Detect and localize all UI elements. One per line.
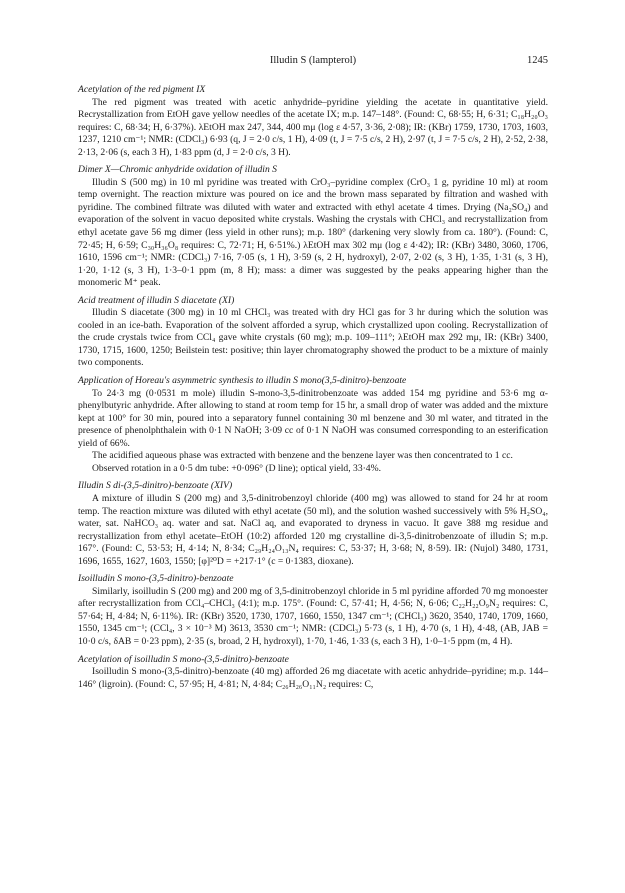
page-number: 1245 [527, 55, 548, 66]
paragraph: Illudin S diacetate (300 mg) in 10 ml CHCl₃ was treated with dry HCl gas for 3 hr during which the solution was cooled in an ice-bath. Evaporation of the solvent afforded a syrup, which crystallized upon cooling. Recrystallization of the crude crystals twice from CCl₄ gave white crystals (60 mg); m.p. 109–111°; λEtOH max 292 mμ, IR: (KBr) 3400, 1730, 1715, 1600, 1250; Beilstein test: positive; thin layer chromatography showed the product to be a mixture of mainly two components. [78, 307, 548, 369]
paragraph: A mixture of illudin S (200 mg) and 3,5-dinitrobenzoyl chloride (400 mg) was allowed to stand for 24 hr at room temp. The reaction mixture was diluted with ethyl acetate (50 ml), and the solution washed successively with 5% H₂SO₄, water, sat. NaHCO₃ aq. water and sat. NaCl aq, and evaporated to dryness in vacuo. It gave 388 mg residue and recrystallization from ethyl acetate–EtOH (10:2) afforded 120 mg crystalline di-3,5-dinitrobenzoate of illudin S; m.p. 167°. (Found: C, 53·53; H, 4·14; N, 8·34; C₂₉H₂₄O₁₃N₄ requires: C, 53·37; H, 3·68; N, 8·59). IR: (Nujol) 3480, 1731, 1696, 1655, 1627, 1603, 1550; [φ]²⁰D = +217·1° (c = 0·1383, dioxane). [78, 492, 548, 567]
section-heading: Acetylation of the red pigment IX [78, 84, 206, 95]
page-header [78, 55, 548, 69]
section-di-dinitrobenzoate [78, 480, 548, 568]
journal-page [78, 55, 548, 696]
paragraph: To 24·3 mg (0·0531 m mole) illudin S-mono-3,5-dinitrobenzoate was added 154 mg pyridine and 53·6 mg α-phenylbutyric anhydride. After allowing to stand at room temp for 15 hr, a small drop of water was added and the mixture kept at 100° for 30 min, poured into a separatory funnel containing 30 ml benzene and 30 ml water, and titrated in the presence of phenolphthalein with 0·1 N NaOH; 3·09 cc of 0·1 N NaOH was consumed corresponding to an esterification yield of 66%. [78, 387, 548, 449]
running-title: Illudin S (lampterol) [269, 55, 357, 66]
section-heading: Isoilludin S mono-(3,5-dinitro)-benzoate [78, 573, 234, 585]
section-heading: Application of Horeau's asymmetric synthesis to illudin S mono(3,5-dinitro)-benzoate [78, 375, 407, 387]
section-acetylation-isoilludin [78, 654, 548, 692]
section-heading: Acetylation of isoilludin S mono-(3,5-dinitro)-benzoate [78, 653, 289, 665]
section-heading: Acid treatment of illudin S diacetate (XI) [78, 294, 235, 306]
section-heading: Dimer X—Chromic anhydride oxidation of illudin S [78, 164, 277, 176]
paragraph: Similarly, isoilludin S (200 mg) and 200 mg of 3,5-dinitrobenzoyl chloride in 5 ml pyridine afforded 70 mg monoester after recrystallization from CCl₄–CHCl₃ (4:1); m.p. 175°. (Found: C, 57·41; H, 4·56; N, 6·06; C₂₂H₂₂O₉N₂ requires: C, 57·64; H, 4·84; N, 6·11%). IR: (KBr) 3520, 1730, 1707, 1660, 1550, 1347 cm⁻¹; (CHCl₃) 3620, 3540, 1740, 1709, 1660, 1550, 1345 cm⁻¹; (CCl₄, 3 × 10⁻³ M) 3613, 3530 cm⁻¹; NMR: (CDCl₃) 5·73 (s, 1 H), 4·70 (s, 1 H), 4·48, (AB, JAB = 10·0 c/s, δAB = 0·23 ppm), 2·35 (s, broad, 2 H, hydroxyl), 1·70, 1·46, 1·33 (s, each 3 H), 1·0–1·5 ppm (m, 4 H). [78, 585, 548, 647]
section-acetylation-red-pigment [78, 84, 548, 159]
section-dimer-oxidation [78, 164, 548, 289]
section-heading: Illudin S di-(3,5-dinitro)-benzoate (XIV) [78, 480, 233, 492]
paragraph: Illudin S (500 mg) in 10 ml pyridine was treated with CrO₃–pyridine complex (CrO₃ 1 g, pyridine 10 ml) at room temp overnight. The reaction mixture was poured on ice and the brown mass separated by filtration and washed with pyridine. The combined filtrate was diluted with water and extracted with ethyl acetate 4 times. Drying (Na₂SO₄) and evaporation of the solvent in vacuo deposited white crystals. Washing the crystals with CHCl₃ and recrystallization from ethyl acetate gave 56 mg dimer (less yield in other runs); m.p. 180° (darkening very slowly from ca. 180°). (Found: C, 72·45; H, 6·59; C₃₀H₃₆O₈ requires: C, 72·71; H, 6·51%.) λEtOH max 302 mμ (log ε 4·42); IR: (KBr) 3480, 3060, 1706, 1610, 1596 cm⁻¹; NMR: (CDCl₃) 7·16, 7·05 (s, 1 H), 3·59 (s, 2 H, hydroxyl), 2·07, 2·02 (s, 3 H), 1·35, 1·31 (s, 3 H), 1·20, 1·12 (s, 3 H), 1·3–0·1 ppm (m, 8 H); mass: a dimer was suggested by the peaks appearing higher than the monomeric M⁺ peak. [78, 176, 548, 289]
paragraph: Observed rotation in a 0·5 dm tube: +0·096° (D line); optical yield, 33·4%. [92, 462, 381, 474]
section-horeau-synthesis [78, 375, 548, 475]
paragraph: Isoilludin S mono-(3,5-dinitro)-benzoate (40 mg) afforded 26 mg diacetate with acetic anhydride–pyridine; m.p. 144–146° (ligroin). (Found: C, 57·95; H, 4·81; N, 4·84; C₂₆H₂₆O₁₁N₂ requires: C, [78, 666, 548, 690]
paragraph: The red pigment was treated with acetic anhydride–pyridine yielding the acetate in quantitative yield. Recrystallization from EtOH gave yellow needles of the acetate IX; m.p. 147–148°. (Found: C, 68·55; H, 6·31; C₁₈H₂₀O₃ requires: C, 68·34; H, 6·37%). λEtOH max 247, 344, 400 mμ (log ε 4·57, 3·36, 2·08); IR: (KBr) 1759, 1730, 1703, 1603, 1237, 1210 cm⁻¹; NMR: (CDCl₃) 6·93 (q, J = 2·0 c/s, 1 H), 4·09 (t, J = 7·5 c/s, 2 H), 2·97 (t, J = 7·5 c/s, 2 H), 2·52, 2·38, 2·13, 2·06 (s, each 3 H), 1·83 ppm (d, J = 2·0 c/s, 3 H). [78, 96, 548, 158]
section-isoilludin-mono-benzoate [78, 573, 548, 648]
paragraph: The acidified aqueous phase was extracted with benzene and the benzene layer was then concentrated to 1 cc. [92, 450, 513, 462]
section-acid-treatment [78, 295, 548, 370]
